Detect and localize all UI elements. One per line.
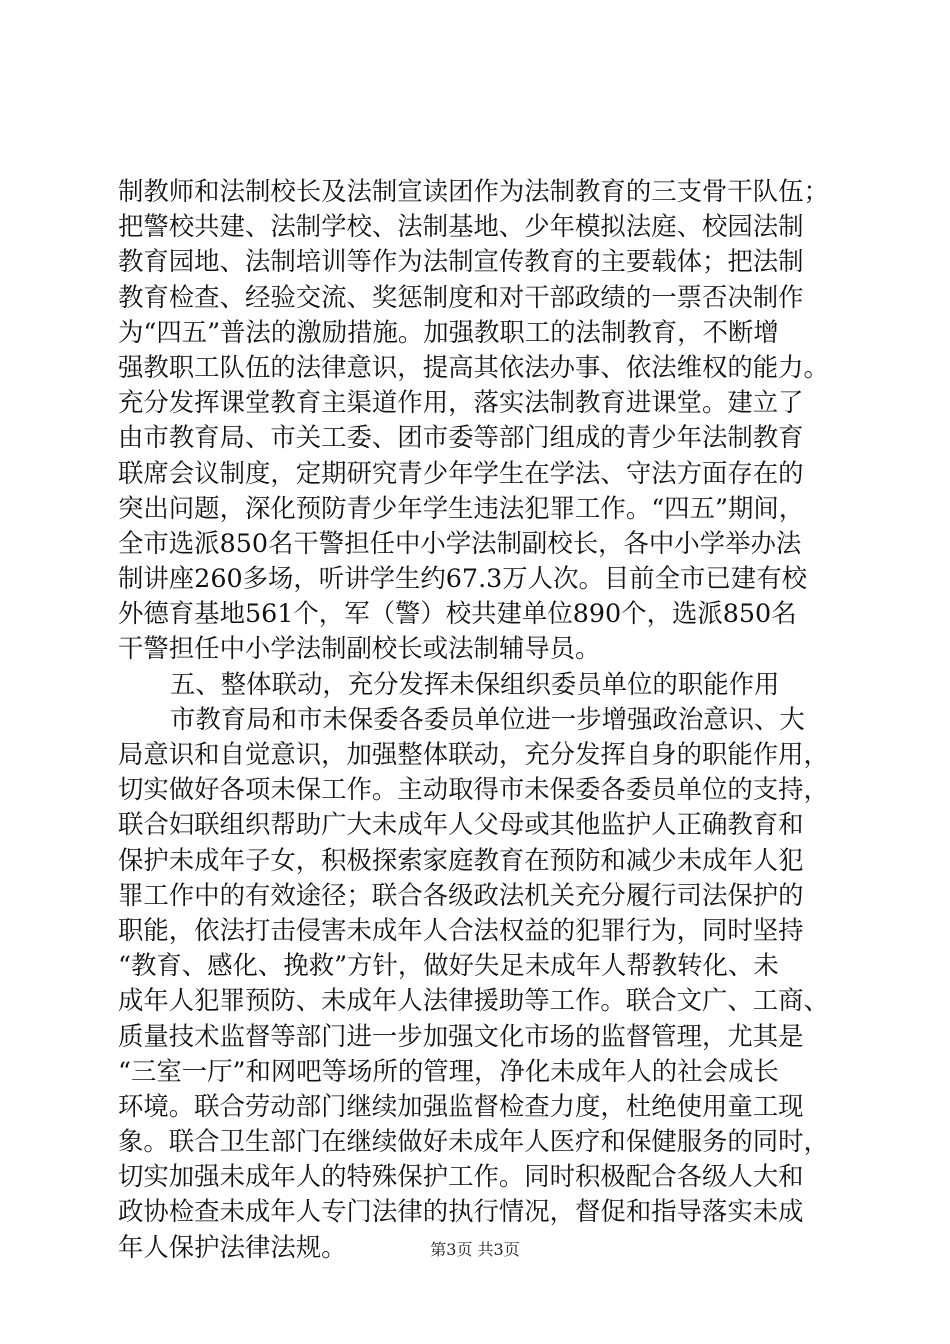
text-line: 切实做好各项未保工作。主动取得市未保委各委员单位的支持， bbox=[118, 774, 829, 805]
text-line: 突出问题，深化预防青少年学生违法犯罪工作。“四五”期间， bbox=[118, 492, 805, 523]
text-line: 局意识和自觉意识，加强整体联动，充分发挥自身的职能作用， bbox=[118, 739, 829, 769]
text-line: 干警担任中小学法制副校长或法制辅导员。 bbox=[118, 633, 601, 664]
text-line: 联合妇联组织帮助广大未成年人父母或其他监护人正确教育和 bbox=[118, 809, 804, 840]
text-line: 全市选派850名干警担任中小学法制副校长，各中小学举办法 bbox=[118, 527, 802, 558]
text-line: 教育园地、法制培训等作为法制宣传教育的主要载体；把法制 bbox=[118, 246, 804, 277]
text-line: 制教师和法制校长及法制宣读团作为法制教育的三支骨干队伍； bbox=[118, 176, 829, 206]
text-line: 职能，依法打击侵害未成年人合法权益的犯罪行为，同时坚持 bbox=[118, 914, 804, 945]
text-line: 象。联合卫生部门在继续做好未成年人医疗和保健服务的同时， bbox=[118, 1126, 829, 1157]
text-line: 教育检查、经验交流、奖惩制度和对干部政绩的一票否决制作 bbox=[118, 281, 804, 312]
text-line: 年人保护法律法规。 bbox=[118, 1231, 347, 1262]
text-line: 外德育基地561个，军（警）校共建单位890个，选派850名 bbox=[118, 598, 797, 629]
text-line: “教育、感化、挽救”方针，做好失足未成年人帮教转化、未 bbox=[118, 950, 779, 981]
text-line: 切实加强未成年人的特殊保护工作。同时积极配合各级人大和 bbox=[118, 1161, 804, 1192]
text-line: 保护未成年子女，积极探索家庭教育在预防和减少未成年人犯 bbox=[118, 844, 804, 875]
section-heading: 五、整体联动，充分发挥未保组织委员单位的职能作用 bbox=[170, 668, 780, 699]
text-line: 政协检查未成年人专门法律的执行情况，督促和指导落实未成 bbox=[118, 1196, 804, 1227]
text-line: 由市教育局、市关工委、团市委等部门组成的青少年法制教育 bbox=[118, 422, 804, 453]
text-line: 为“四五”普法的激励措施。加强教职工的法制教育，不断增 bbox=[118, 316, 779, 347]
text-line: 成年人犯罪预防、未成年人法律援助等工作。联合文广、工商、 bbox=[118, 985, 829, 1016]
page-number-footer: 第3页 共3页 bbox=[430, 1240, 520, 1259]
text-line: 罪工作中的有效途径；联合各级政法机关充分履行司法保护的 bbox=[118, 879, 804, 910]
text-line: 制讲座260多场，听讲学生约67.3万人次。目前全市已建有校 bbox=[118, 563, 807, 594]
paragraph-first-line: 市教育局和市未保委各委员单位进一步增强政治意识、大 bbox=[170, 703, 805, 734]
document-body bbox=[118, 174, 838, 1265]
text-line: “三室一厅”和网吧等场所的管理，净化未成年人的社会成长 bbox=[118, 1055, 779, 1086]
text-line: 质量技术监督等部门进一步加强文化市场的监督管理，尤其是 bbox=[118, 1020, 804, 1051]
text-line: 联席会议制度，定期研究青少年学生在学法、守法方面存在的 bbox=[118, 457, 804, 488]
text-line: 充分发挥课堂教育主渠道作用，落实法制教育进课堂。建立了 bbox=[118, 387, 804, 418]
text-line: 环境。联合劳动部门继续加强监督检查力度，杜绝使用童工现 bbox=[118, 1090, 804, 1121]
text-line: 把警校共建、法制学校、法制基地、少年模拟法庭、校园法制 bbox=[118, 211, 804, 242]
text-line: 强教职工队伍的法律意识，提高其依法办事、依法维权的能力。 bbox=[118, 351, 829, 382]
